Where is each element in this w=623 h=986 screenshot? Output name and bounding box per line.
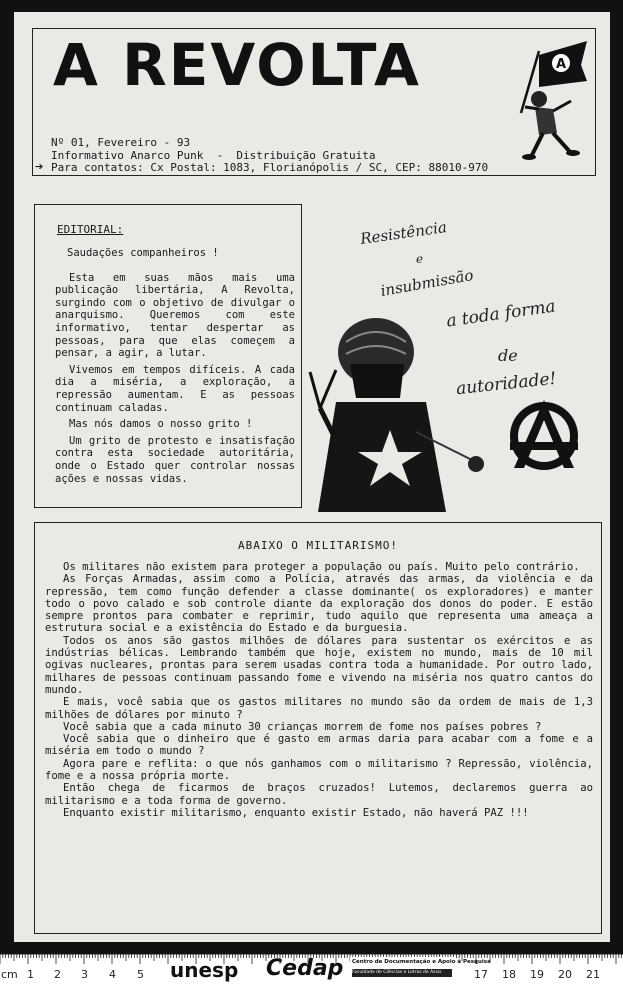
handwriting-line: autoridade! [455, 368, 558, 400]
article-paragraph: Você sabia que a cada minuto 30 crianças morrem de fome nos países pobres ? [63, 720, 542, 733]
ruler-mark: 20 [558, 968, 572, 981]
ruler-mark: 18 [502, 968, 516, 981]
ruler-mark: 4 [109, 968, 116, 981]
editorial-paragraph: Um grito de protesto e insatisfação contra esta sociedade autoritária, onde o Estado quer controlar nossas ações e nossas vidas. [55, 434, 295, 485]
editorial-paragraph: Esta em suas mãos mais uma publicação libertária, A Revolta, surgindo com o objetivo de divulgar o anarquismo. Queremos com este informativo, tentar despertar as pessoas, para que elas começem a pensar, a agir, a lutar. [55, 271, 295, 360]
newsletter-title: A REVOLTA [53, 31, 421, 99]
article-paragraph: Os militares não existem para proteger a população ou país. Muito pelo contrário. [63, 561, 580, 573]
editorial-box [34, 204, 302, 508]
ruler-mark: 19 [530, 968, 544, 981]
article-paragraph: Então chega de ficarmos de braços cruzados! Lutemos, declaremos guerra ao militarismo e a toda forma de governo. [45, 782, 593, 807]
arrow-mark-icon: ➔ [35, 159, 44, 175]
cedap-name: Centro de Documentação e Apoio à Pesquisa [352, 959, 491, 965]
article-paragraph: Agora pare e reflita: o que nós ganhamos com o militarismo ? Repressão, violência, fome e a nossa própria morte. [45, 757, 593, 783]
ruler-mark: 2 [54, 968, 61, 981]
contact-info: Para contatos: Cx Postal: 1083, Florianópolis / SC, CEP: 88010-970 [51, 161, 489, 174]
scale-ruler [0, 954, 623, 986]
ruler-mark: 5 [137, 968, 144, 981]
editorial-paragraph: Mas nós damos o nosso grito ! [69, 418, 253, 431]
editorial-heading: EDITORIAL: [57, 223, 124, 236]
article-body [45, 561, 593, 819]
newsletter-page [14, 12, 610, 942]
unesp-logo: unesp [170, 958, 239, 982]
anarchy-symbol-icon [506, 398, 582, 474]
editorial-body [55, 247, 295, 489]
article-paragraph: Todos os anos são gastos milhões de dólares para sustentar os exércitos e as indústrias bélicas. Lembrando também que hoje, existem no mundo, mais de 10 mil ogivas nucleares, prontas para serem usadas contra toda a humanidade. Por outro lado, milhares de pessoas continuam passando fome e vivendo na miséria nos quatro cantos do mundo. [45, 634, 593, 696]
handwriting-line: e [416, 252, 424, 266]
handwriting-line: Resistência [359, 218, 448, 248]
issue-number: Nº 01, Fevereiro - 93 [51, 136, 191, 149]
cedap-faculty: Faculdade de Ciências e Letras de Assis [352, 969, 452, 977]
ruler-mark: 21 [586, 968, 600, 981]
militarism-article-box [34, 522, 602, 934]
editorial-greeting: Saudações companheiros ! [67, 247, 219, 259]
issue-info [51, 137, 488, 175]
masthead [32, 28, 596, 176]
article-paragraph: Enquanto existir militarismo, enquanto existir Estado, não haverá PAZ !!! [63, 806, 529, 819]
newsletter-subtitle: Informativo Anarco Punk - Distribuição Gratuita [51, 148, 376, 162]
article-paragraph: E mais, você sabia que os gastos militares no mundo são da ordem de mais de 1,3 milhões de dólares por minuto ? [45, 696, 593, 721]
article-paragraph: Você sabia que o dinheiro que é gasto em armas daria para acabar com a fome e a miséria em todo o mundo ? [45, 733, 593, 758]
editorial-paragraph: Vivemos em tempos difíceis. A cada dia a miséria, a exploração, a repressão aumentam. E as pessoas continuam caladas. [55, 363, 295, 414]
article-paragraph: As Forças Armadas, assim como a Polícia, através das armas, da violência e da repressão, tem como função defender a classe dominante( os exploradores) e manter todo o povo calado e sob controle diante da exploração dos donos do poder. E estão sempre prontos para combater e reprimir, tudo aquilo que representa uma ameaça a estrutura social e a existência do Estado e da burguesia. [45, 573, 593, 635]
cedap-logo: Cedap [266, 956, 344, 981]
handwriting-line: a toda forma [445, 296, 557, 332]
handwriting-line: de [498, 346, 518, 365]
ruler-mark: 3 [81, 968, 88, 981]
ruler-mark: 17 [474, 968, 488, 981]
ruler-mark: 1 [27, 968, 34, 981]
ruler-unit-label: cm [1, 968, 18, 981]
svg-text:A: A [555, 57, 567, 72]
handwriting-line: insubmissão [379, 265, 475, 301]
masked-protester-slingshot-illustration [306, 312, 486, 512]
running-anarchist-flag-illustration [509, 37, 591, 161]
article-title: ABAIXO O MILITARISMO! [237, 539, 399, 552]
